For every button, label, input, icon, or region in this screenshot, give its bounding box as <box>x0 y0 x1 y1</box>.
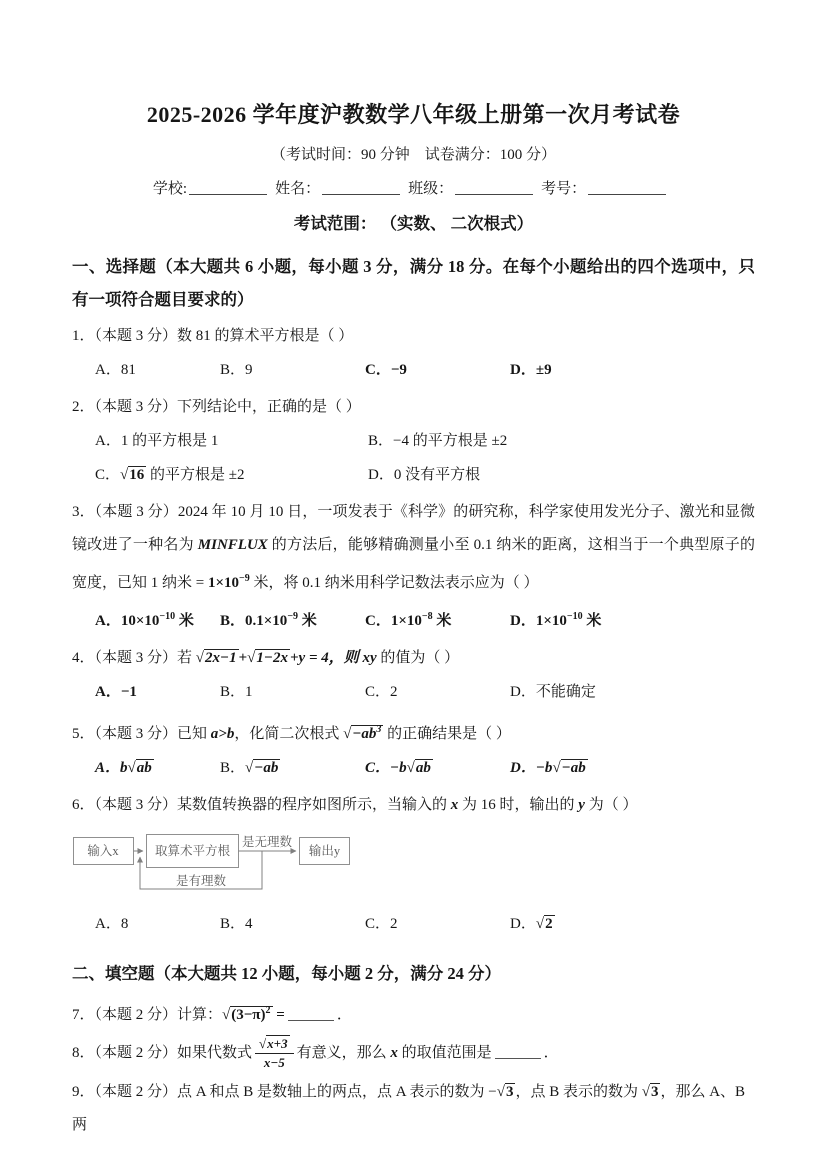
question-9-stem: 9．（本题 2 分）点 A 和点 B 是数轴上的两点，点 A 表示的数为 −√3 ，点 B 表示的数为 √3 ，那么 A、B 两 <box>72 1083 746 1133</box>
rational-label: 是有理数 <box>175 874 227 888</box>
question-3 <box>72 496 755 638</box>
sci-notation: $1\times 10^{-9}$ <box>207 573 250 591</box>
section-fill-heading: 二、填空题（本大题共 12 小题，每小题 2 分，满分 24 分） <box>72 964 501 983</box>
sqrt-icon: √ <box>406 760 415 776</box>
student-info-line <box>72 177 755 198</box>
option-c: C．−b√ab <box>365 760 431 776</box>
option-b: B．$0.1\times 10^{-9}$ 米 <box>220 611 317 629</box>
scope-value: （实数、 二次根式） <box>380 214 534 233</box>
question-6-stem: 6．（本题 3 分）某数值转换器的程序如图所示，当输入的 x 为 16 时，输出的 y 为（ ） <box>72 797 638 813</box>
flowchart-diagram <box>72 827 372 905</box>
sqrt-icon: √ <box>195 650 204 666</box>
fraction-expression: $\frac{√x+3}{x-5}$ <box>255 1036 294 1072</box>
option-a: A．b√ab <box>95 760 152 776</box>
examno-blank <box>588 179 666 195</box>
sqrt-icon: √ <box>259 1036 267 1051</box>
option-a: A．1 的平方根是 1 <box>95 433 219 449</box>
school-label: 学校: <box>152 181 188 197</box>
option-d: D．0 没有平方根 <box>368 467 481 483</box>
option-a: A．8 <box>95 916 129 932</box>
question-5 <box>72 713 755 785</box>
question-6 <box>72 789 755 941</box>
school-blank <box>189 179 267 195</box>
sqrt-icon: √ <box>222 1007 231 1023</box>
exam-scope <box>72 210 755 234</box>
sqrt-icon: √ <box>496 1083 505 1100</box>
question-8 <box>72 1036 755 1072</box>
option-d: D．±9 <box>510 362 552 378</box>
question-4 <box>72 642 755 709</box>
minflux-name: MINFLUX <box>197 537 268 553</box>
sqrt-expression: √3 <box>496 1083 514 1100</box>
sqrt-icon: √ <box>552 760 561 776</box>
sqrt-expression: $√(3-\pi)^2$ <box>222 1005 271 1023</box>
question-4-stem: 4．（本题 3 分）若 √2x−1 +√1−2x +y = 4，则 xy 的值为（ ） <box>72 650 460 666</box>
question-1-stem: 1．（本题 3 分）数 81 的算术平方根是（ ） <box>72 328 354 344</box>
scope-label: 考试范围： <box>293 214 377 233</box>
option-c: C．$1\times 10^{-8}$ 米 <box>365 611 452 629</box>
option-d: D．不能确定 <box>510 684 596 700</box>
question-1 <box>72 320 755 387</box>
question-7 <box>72 994 755 1032</box>
section-choice-heading: 一、选择题（本大题共 6 小题，每小题 3 分，满分 18 分。在每个小题给出的四个选项中，只有一项符合题目要求的） <box>72 257 755 309</box>
question-3-options <box>72 600 755 638</box>
class-label: 班级： <box>408 181 454 197</box>
sqrt-icon: √ <box>535 916 545 932</box>
question-6-options <box>72 907 755 941</box>
output-box-label: 输出y <box>308 844 341 858</box>
option-c: C．2 <box>365 684 398 700</box>
sqrt-icon: √ <box>127 760 136 776</box>
question-2-options-row1 <box>72 424 755 458</box>
question-1-options <box>72 353 755 387</box>
option-d: D．−b√−ab <box>510 760 586 776</box>
name-blank <box>322 179 400 195</box>
input-box-label: 输入x <box>87 844 119 858</box>
sqrt-icon: √ <box>245 760 254 776</box>
sqrt-icon: √ <box>641 1083 650 1100</box>
answer-blank <box>495 1044 541 1059</box>
sqrt-expression: √3 <box>641 1083 659 1100</box>
page-title: 2025-2026 学年度沪教数学八年级上册第一次月考试卷 <box>146 102 681 127</box>
option-a: A．−1 <box>95 684 137 700</box>
sqrt-icon: √ <box>120 467 129 483</box>
question-8-stem: 8．（本题 2 分）如果代数式 $\frac{√x+3}{x-5}$ 有意义，那么 x 的取值范围是 ． <box>72 1036 559 1071</box>
exam-time-score: （考试时间：90 分钟 试卷满分：100 分） <box>270 147 556 163</box>
process-box-label: 取算术平方根 <box>154 844 231 858</box>
sqrt-expression: √2x−1 <box>195 650 237 666</box>
sqrt-expression: $√-ab^3$ <box>343 724 382 742</box>
sqrt-expression: √1−2x <box>247 650 288 666</box>
sqrt-icon: √ <box>247 650 256 666</box>
question-4-options <box>72 675 755 709</box>
option-b: B．−4 的平方根是 ±2 <box>368 433 508 449</box>
option-c: C．√16 的平方根是 ±2 <box>95 467 245 483</box>
option-d: D．√2 <box>510 916 553 932</box>
examno-label: 考号： <box>541 181 587 197</box>
question-2-stem: 2．（本题 3 分）下列结论中，正确的是（ ） <box>72 399 361 415</box>
option-a: A．$10\times 10^{-10}$ 米 <box>95 611 194 629</box>
question-2-options-row2 <box>72 458 755 492</box>
option-d: D．$1\times 10^{-10}$ 米 <box>510 611 602 629</box>
name-label: 姓名： <box>275 181 321 197</box>
option-b: B．4 <box>220 916 253 932</box>
class-blank <box>455 179 533 195</box>
question-5-stem: 5．（本题 3 分）已知 a>b，化简二次根式 $√-ab^3$ 的正确结果是（ ） <box>72 724 511 742</box>
question-2 <box>72 391 755 492</box>
option-b: B．√−ab <box>220 760 279 776</box>
value-converter-flowchart <box>72 827 755 905</box>
sqrt-icon: √ <box>343 726 352 742</box>
option-c: C．−9 <box>365 362 407 378</box>
option-c: C．2 <box>365 916 398 932</box>
question-7-stem: 7．（本题 2 分）计算：$√(3-\pi)^2$ = ． <box>72 1005 352 1023</box>
question-9 <box>72 1076 755 1142</box>
option-a: A．81 <box>95 362 136 378</box>
irrational-label: 是无理数 <box>241 835 293 849</box>
question-5-options <box>72 751 755 785</box>
answer-blank <box>288 1006 334 1021</box>
option-b: B．9 <box>220 362 253 378</box>
question-3-stem: 3．（本题 3 分）2024 年 10 月 10 日，一项发表于《科学》的研究称，科学家使用发光分子、激光和显微镜改进了一种名为 MINFLUX 的方法后，能够精确测量小至 0.1 纳米的距离，这相当于一个典型原子的宽度，已知 1 纳米 = $1\times 10^{-9}$ 米，将 0.1 纳米用科学记数法表示应为（ ） <box>72 504 755 591</box>
sqrt-expression: √16 <box>120 467 145 483</box>
option-b: B．1 <box>220 684 253 700</box>
